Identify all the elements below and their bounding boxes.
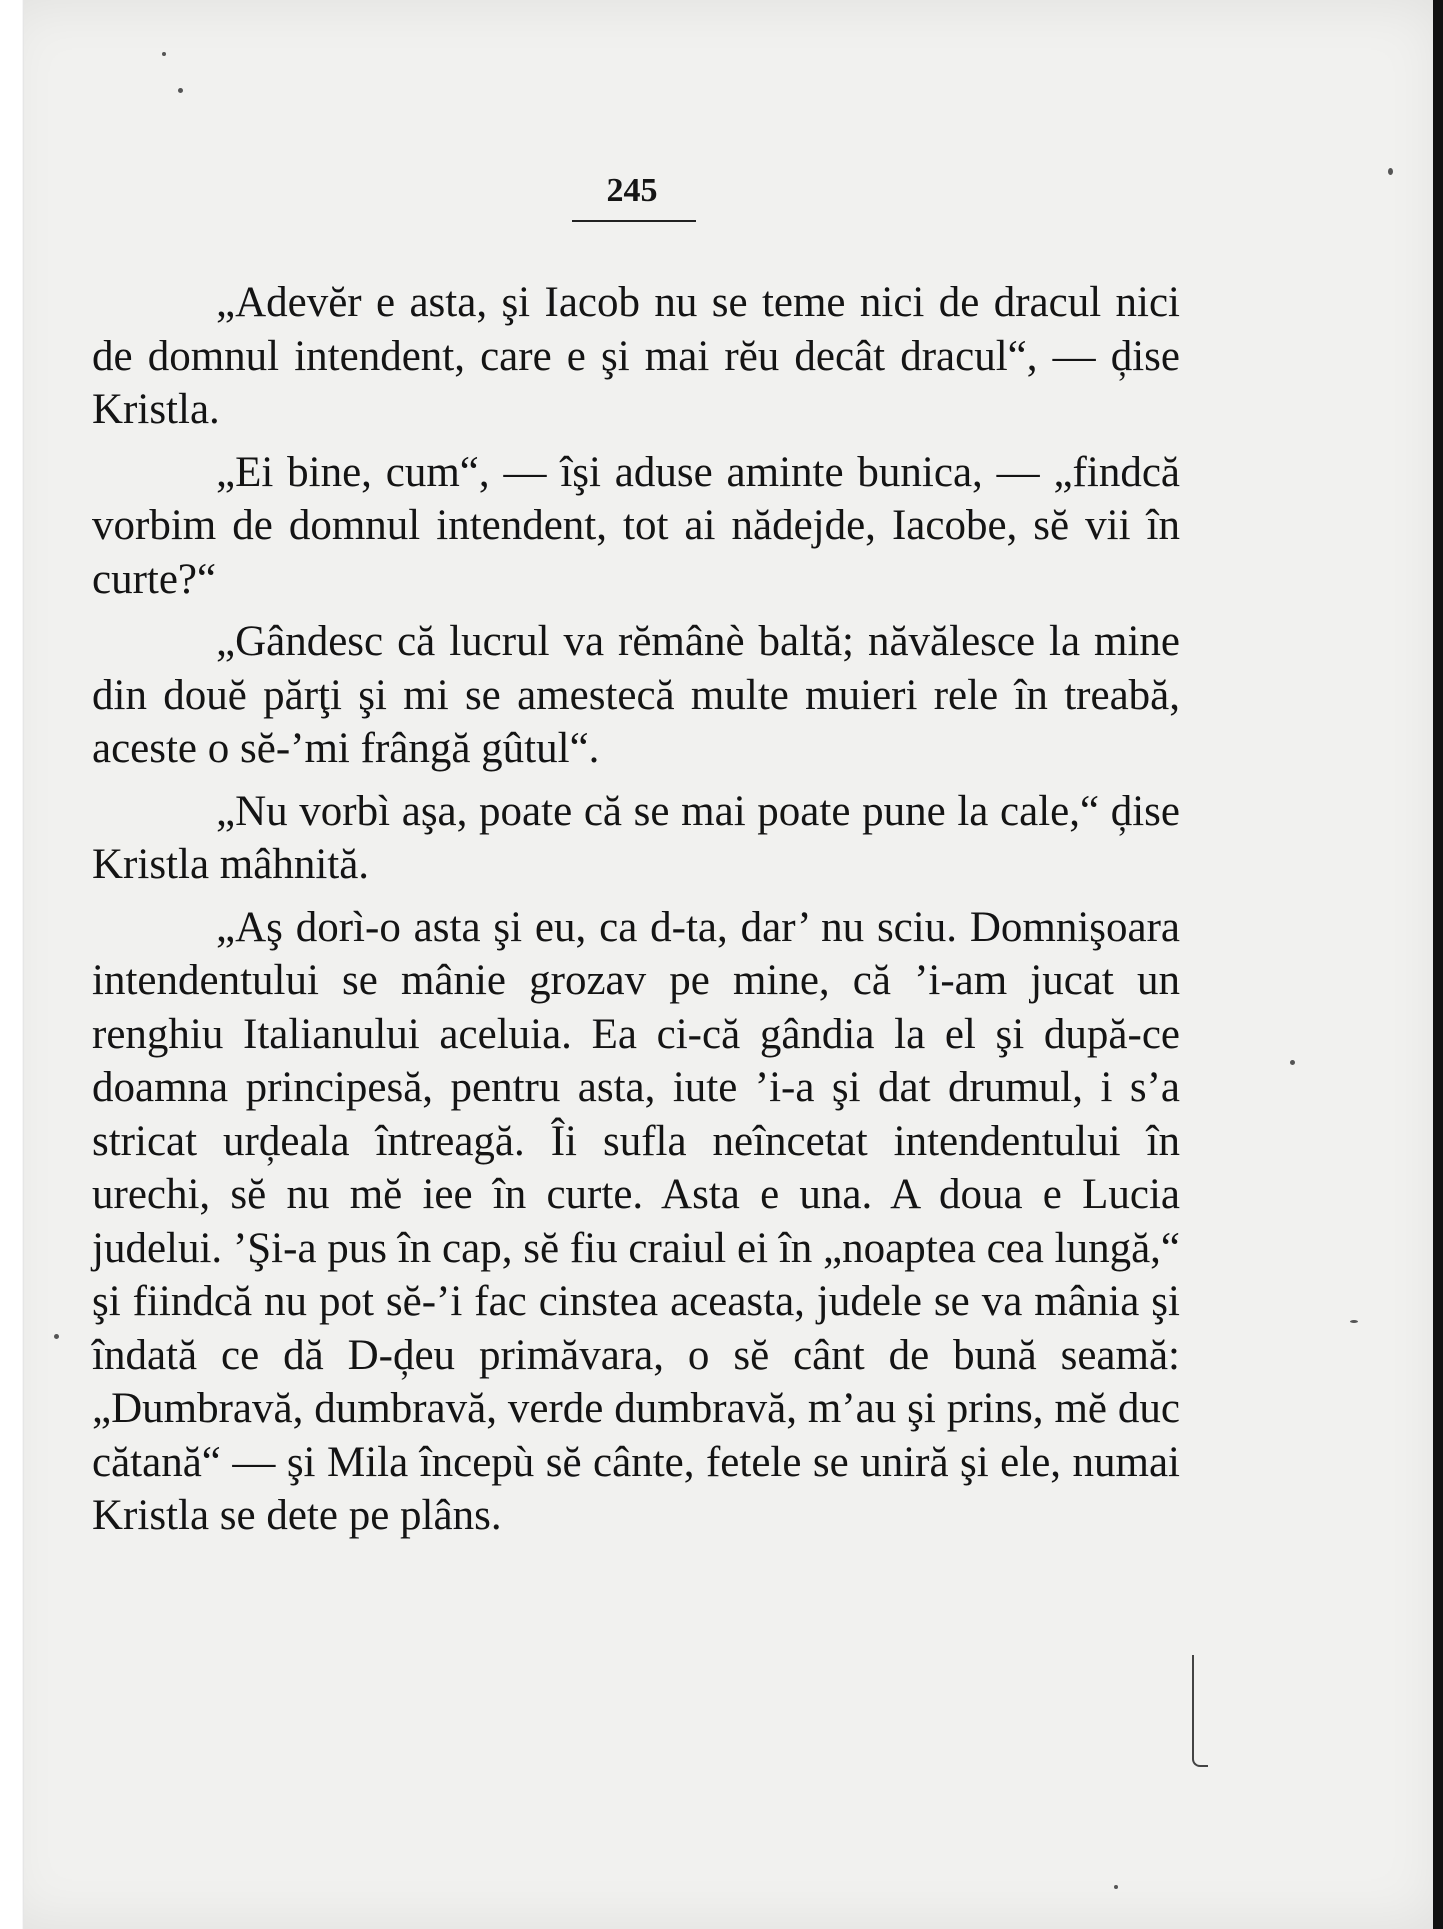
print-speck xyxy=(1114,1885,1118,1889)
print-speck xyxy=(162,52,166,56)
body-text xyxy=(92,276,1180,1543)
paragraph: „Aş dorì-o asta şi eu, ca d-ta, dar’ nu sciu. Domnişoara intendentului se mânie grozav pe mine, că ’i-am jucat un renghiu Italianului aceluia. Ea ci-că gândia la el şi după-ce doamna principesă, pentru asta, iute ’i-a şi dat drumul, i s’a stricat urḑeala întreagă. Îi sufla neîncetat intendentului în urechi, sĕ nu mĕ iee în curte. Asta e una. A doua e Lucia judelui. ’Şi-a pus în cap, sĕ fiu craiul ei în „noaptea cea lungă,“ şi fiindcă nu pot sĕ-’i fac cinstea aceasta, judele se va mânia şi îndată ce dă D-ḑeu primăvara, o sĕ cânt de bună seamă: „Dumbravă, dumbravă, verde dumbravă, m’au şi prins, mĕ duc cătană“ — şi Mila începù sĕ cânte, fetele se uniră şi ele, numai Kristla se dete pe plâns. xyxy=(92,903,1180,1539)
paragraph: „Ei bine, cum“, — îşi aduse aminte bunica, — „findcă vorbim de domnul intendent, tot ai nădejde, Iacobe, sĕ vii în curte?“ xyxy=(92,448,1180,603)
page-number-rule xyxy=(572,220,696,222)
paragraph: „Nu vorbì aşa, poate că se mai poate pune la cale,“ ḑise Kristla mâhnită. xyxy=(92,787,1180,888)
page-number: 245 xyxy=(606,172,658,209)
print-speck xyxy=(1388,168,1393,175)
print-speck xyxy=(178,88,183,93)
paragraph: „Adevĕr e asta, şi Iacob nu se teme nici de dracul nici de domnul intendent, care e şi mai rĕu decât dracul“, — ḑise Kristla. xyxy=(92,279,1180,433)
print-speck xyxy=(54,1334,59,1339)
print-speck xyxy=(1290,1060,1295,1065)
margin-bracket-mark xyxy=(1192,1655,1208,1767)
paragraph: „Gândesc că lucrul va rĕmânè baltă; năvălesce la mine din douĕ părţi şi mi se amestecă multe muieri rele în treabă, aceste o sĕ-’mi frângă gûtul“. xyxy=(92,618,1180,772)
page-left-edge xyxy=(0,0,24,1929)
print-speck xyxy=(1350,1320,1358,1323)
page-right-edge xyxy=(1433,0,1443,1929)
